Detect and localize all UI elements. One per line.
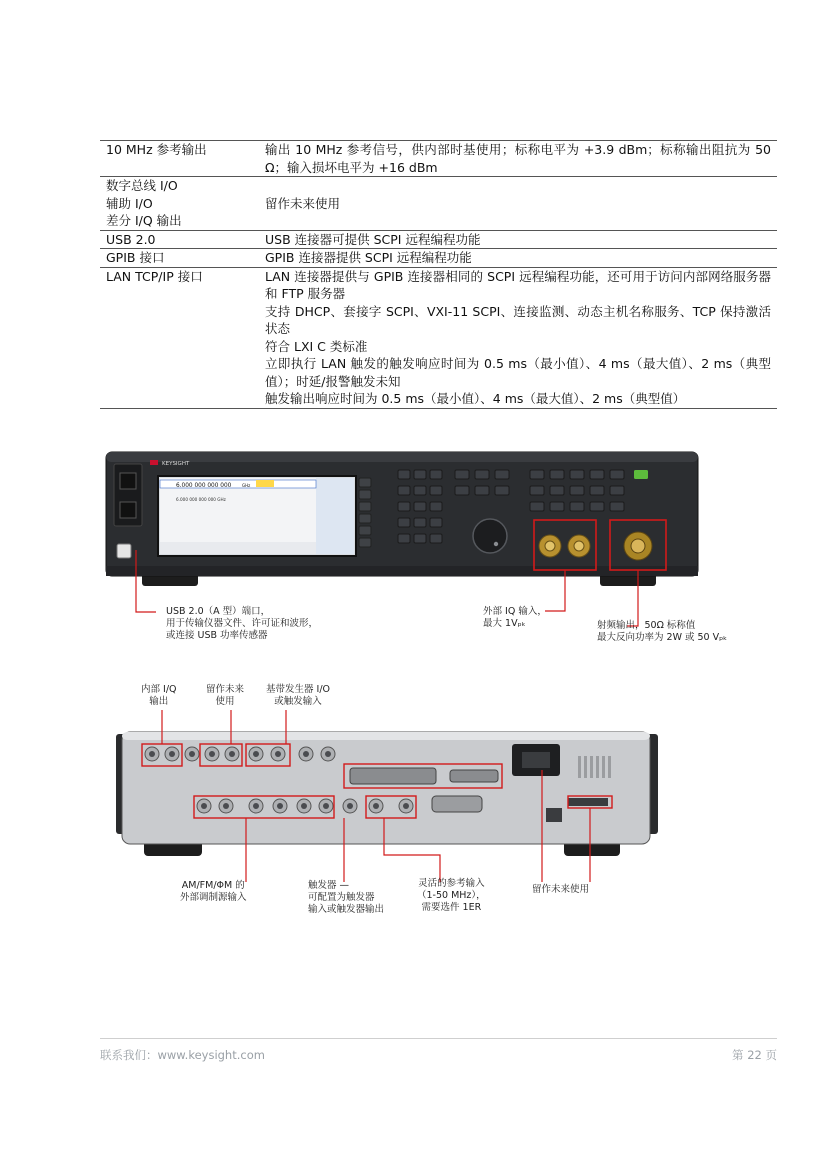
callout-iq-input: 外部 IQ 输入， 最大 1Vₚₖ [483,606,547,629]
table-row [100,141,777,177]
callout-usb: USB 2.0（A 型）端口， 用于传输仪器文件、许可证和波形， 或连接 USB 功率传感器 [166,606,319,641]
screen-frequency-unit: GHz [242,483,251,488]
table-row [100,177,777,231]
brand-label: KEYSIGHT [162,461,190,467]
row-name: LAN TCP/IP 接口 [100,267,259,408]
screen-frequency-sub: 6.000 000 000 000 GHz [176,497,226,502]
table-row [100,230,777,249]
row-name: 数字总线 I/O 辅助 I/O 差分 I/Q 输出 [100,177,259,231]
footer-divider [100,1038,777,1039]
callout-am-fm-input: AM/FM/ΦM 的 外部调制源输入 [180,880,247,903]
table-row [100,249,777,268]
footer-contact: 联系我们：www.keysight.com [100,1048,265,1062]
callout-rf-output: 射频输出，50Ω 标称值 最大反向功率为 2W 或 50 Vₚₖ [597,620,728,643]
callout-internal-iq: 内部 I/Q 输出 [141,684,177,707]
row-name: GPIB 接口 [100,249,259,268]
callout-baseband-io: 基带发生器 I/O 或触发输入 [266,684,330,707]
screen-frequency: 6.000 000 000 000 [176,483,232,489]
row-desc: LAN 连接器提供与 GPIB 连接器相同的 SCPI 远程编程功能，还可用于访问内部网络服务器和 FTP 服务器 支持 DHCP、套接字 SCPI、VXI-11 SCPI、连接监测、动态主机名称服务、TCP 保持激活状态 符合 LXI C 类标准 立即执行 LAN 触发的触发响应时间为 0.5 ms（最小值）、4 ms（最大值）、2 ms（典型值）；时延/报警触发未知 触发输出响应时间为 0.5 ms（最小值）、4 ms（最大值）、2 ms（典型值） [259,267,777,408]
callout-trigger: 触发器 — 可配置为触发器 输入或触发器输出 [308,880,385,915]
callout-reference-input: 灵活的参考输入 （1-50 MHz）， 需要选件 1ER [417,878,486,913]
rear-panel-photo [100,710,670,882]
row-name: 10 MHz 参考输出 [100,141,259,177]
row-desc: 输出 10 MHz 参考信号，供内部时基使用；标称电平为 +3.9 dBm；标称输出阻抗为 50 Ω；输入损坏电平为 +16 dBm [259,141,777,177]
page-number: 第 22 页 [732,1048,777,1062]
row-name: USB 2.0 [100,230,259,249]
callout-reserved-top: 留作未来 使用 [206,684,245,707]
callout-reserved-right: 留作未来使用 [532,884,590,895]
row-desc: GPIB 连接器提供 SCPI 远程编程功能 [259,249,777,268]
table-row [100,267,777,408]
spec-table [100,140,777,409]
row-desc: USB 连接器可提供 SCPI 远程编程功能 [259,230,777,249]
row-desc: 留作未来使用 [259,177,777,231]
